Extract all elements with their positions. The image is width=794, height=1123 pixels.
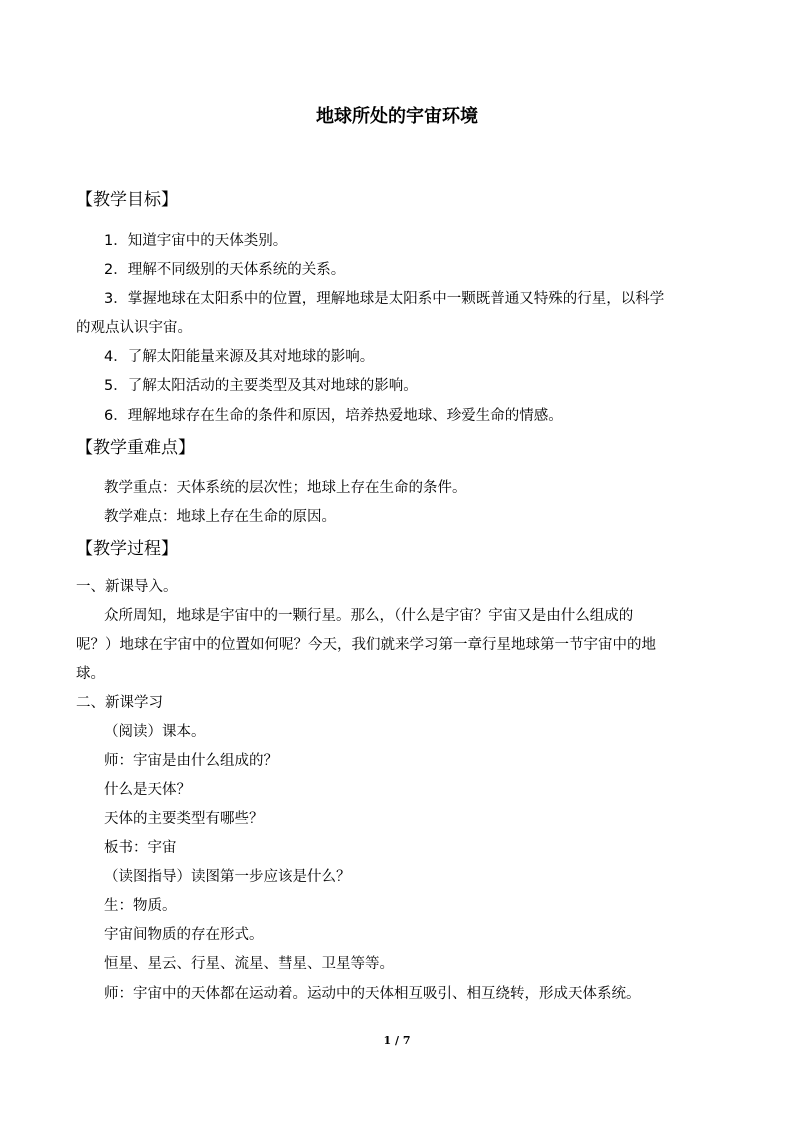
paragraph-line: 呢？）地球在宇宙中的位置如何呢？今天，我们就来学习第一章行星地球第一节宇宙中的地 [76, 637, 656, 653]
objective-item-continuation: 的观点认识宇宙。 [76, 320, 192, 336]
paragraph-line: 生：物质。 [104, 898, 177, 914]
objective-item: 6．理解地球存在生命的条件和原因，培养热爱地球、珍爱生命的情感。 [104, 408, 563, 424]
part2-heading: 二、新课学习 [76, 695, 163, 711]
page-number: 1 / 7 [383, 1034, 411, 1047]
paragraph-line: 师：宇宙中的天体都在运动着。运动中的天体相互吸引、相互绕转，形成天体系统。 [104, 986, 641, 1002]
objectives-heading: 【教学目标】 [76, 190, 178, 210]
paragraph-line: 球。 [76, 666, 105, 682]
part1-heading: 一、新课导入。 [76, 579, 178, 595]
paragraph-line: 天体的主要类型有哪些？ [104, 811, 264, 827]
paragraph-line: （读图指导）读图第一步应该是什么？ [104, 869, 351, 885]
paragraph-line: 众所周知，地球是宇宙中的一颗行星。那么，（什么是宇宙？宇宙又是由什么组成的 [104, 608, 634, 624]
paragraph-line: （阅读）课本。 [104, 724, 206, 740]
objective-item: 5．了解太阳活动的主要类型及其对地球的影响。 [104, 378, 418, 394]
process-heading: 【教学过程】 [76, 539, 178, 559]
difficult-point-item: 教学难点：地球上存在生命的原因。 [104, 509, 336, 525]
paragraph-line: 什么是天体？ [104, 782, 191, 798]
objective-item: 1．知道宇宙中的天体类别。 [104, 233, 288, 249]
document-title: 地球所处的宇宙环境 [316, 106, 478, 127]
key-point-item: 教学重点：天体系统的层次性；地球上存在生命的条件。 [104, 480, 467, 496]
paragraph-line: 宇宙间物质的存在形式。 [104, 927, 264, 943]
paragraph-line: 师：宇宙是由什么组成的？ [104, 753, 278, 769]
objective-item: 3．掌握地球在太阳系中的位置，理解地球是太阳系中一颗既普通又特殊的行星，以科学 [104, 291, 665, 307]
paragraph-line: 恒星、星云、行星、流星、彗星、卫星等等。 [104, 956, 394, 972]
key-points-heading: 【教学重难点】 [76, 438, 195, 458]
paragraph-line: 板书：宇宙 [104, 840, 177, 856]
objective-item: 4．了解太阳能量来源及其对地球的影响。 [104, 349, 375, 365]
objective-item: 2．理解不同级别的天体系统的关系。 [104, 262, 346, 278]
